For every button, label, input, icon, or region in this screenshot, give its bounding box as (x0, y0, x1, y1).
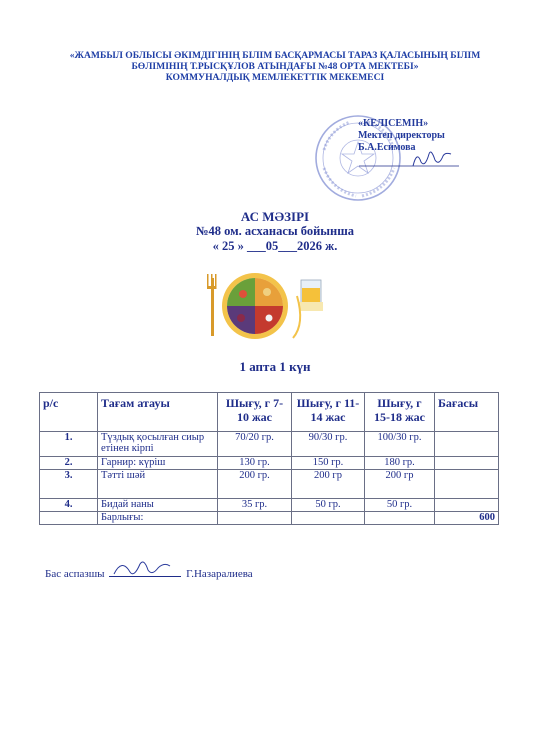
header-number: р/с (40, 393, 98, 432)
menu-title: АС МӘЗІРІ (240, 209, 310, 224)
header-yield-7-10: Шығу, г 7-10 жас (218, 393, 292, 432)
row-price (435, 470, 499, 499)
header-line-2: БӨЛІМІНІҢ Т.РЫСҚҰЛОВ АТЫНДАҒЫ №48 ОРТА МЕКТЕБІ» (131, 61, 419, 72)
header-yield-11-14: Шығу, г 11-14 жас (292, 393, 365, 432)
table-row (40, 499, 499, 512)
row-yield-15-18: 200 гр (365, 470, 435, 499)
food-plate-icon (203, 266, 333, 341)
row-number: 2. (40, 457, 98, 470)
row-yield-15-18: 50 гр. (365, 499, 435, 512)
row-dish-name: Түздық қосылған сиыр етінен кірпі (98, 432, 218, 457)
row-price (435, 457, 499, 470)
table-header-row (40, 393, 499, 432)
organization-header (40, 50, 510, 83)
header-price: Бағасы (435, 393, 499, 432)
header-line-1: «ЖАМБЫЛ ОБЛЫСЫ ӘКІМДІГІНІҢ БІЛІМ БАСҚАРМАСЫ ТАРАЗ ҚАЛАСЫНЫҢ БІЛІМ (69, 50, 481, 61)
approval-title: «КЕЛІСЕМІН» (358, 118, 429, 129)
row-price (435, 432, 499, 457)
row-yield-11-14: 200 гр (292, 470, 365, 499)
table-row (40, 432, 499, 457)
approval-name: Б.А.Есимова (358, 142, 416, 153)
row-yield-15-18: 180 гр. (365, 457, 435, 470)
total-empty-cell (292, 512, 365, 525)
row-yield-7-10: 35 гр. (218, 499, 292, 512)
row-yield-15-18: 100/30 гр. (365, 432, 435, 457)
chef-name: Г.Назаралиева (186, 568, 253, 580)
table-total-row (40, 512, 499, 525)
menu-table (39, 392, 499, 525)
row-yield-11-14: 90/30 гр. (292, 432, 365, 457)
row-yield-11-14: 150 гр. (292, 457, 365, 470)
row-yield-11-14: 50 гр. (292, 499, 365, 512)
menu-subtitle: №48 ом. асханасы бойынша (195, 224, 355, 238)
row-price (435, 499, 499, 512)
header-line-3: КОММУНАЛДЫҚ МЕМЛЕКЕТТІК МЕКЕМЕСІ (165, 72, 385, 83)
menu-date: « 25 » ___05___2026 ж. (212, 239, 338, 253)
director-signature-icon (355, 146, 465, 170)
header-yield-15-18: Шығу, г 15-18 жас (365, 393, 435, 432)
row-dish-name: Гарнир: күріш (98, 457, 218, 470)
row-number: 4. (40, 499, 98, 512)
row-yield-7-10: 130 гр. (218, 457, 292, 470)
row-dish-name: Бидай наны (98, 499, 218, 512)
table-row (40, 470, 499, 499)
row-number: 1. (40, 432, 98, 457)
total-value: 600 (435, 512, 499, 525)
chef-signature-icon (108, 556, 178, 580)
row-dish-name: Тәтті шәй (98, 470, 218, 499)
total-empty-cell (218, 512, 292, 525)
approval-position: Мектеп директоры (358, 130, 445, 141)
week-day-label: 1 апта 1 күн (239, 359, 311, 374)
header-dish-name: Тағам атауы (98, 393, 218, 432)
table-row (40, 457, 499, 470)
chef-role: Бас аспазшы (45, 568, 105, 580)
menu-title-block (150, 209, 400, 254)
row-number: 3. (40, 470, 98, 499)
juice-glass-icon (299, 280, 323, 311)
row-yield-7-10: 70/20 гр. (218, 432, 292, 457)
row-yield-7-10: 200 гр. (218, 470, 292, 499)
fork-icon (207, 274, 217, 336)
total-empty-cell (365, 512, 435, 525)
total-empty-cell (40, 512, 98, 525)
total-label: Барлығы: (98, 512, 218, 525)
